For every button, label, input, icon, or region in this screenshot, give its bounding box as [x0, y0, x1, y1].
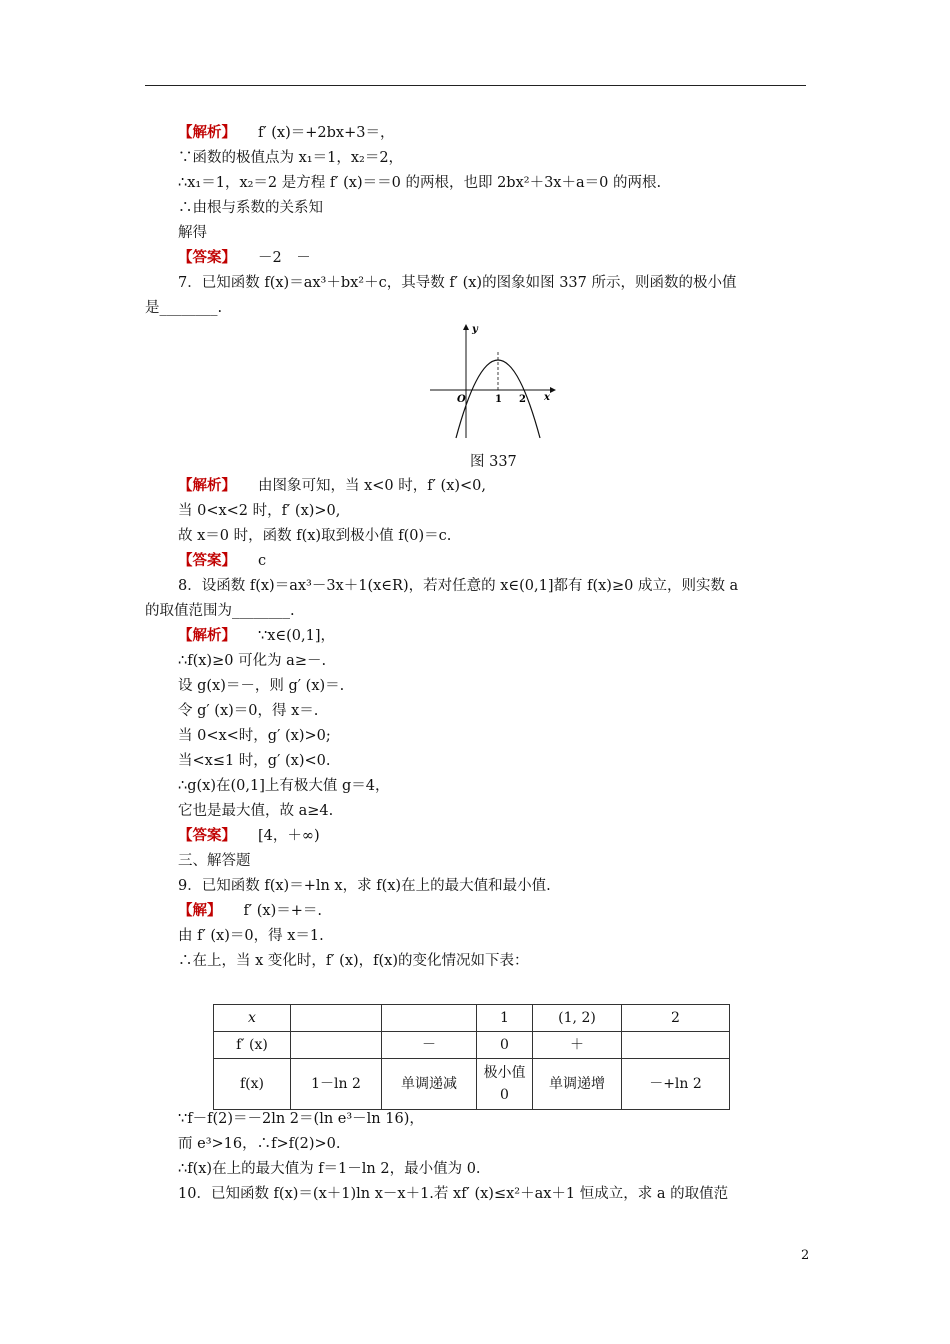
table-cell: f(x) — [214, 1059, 291, 1110]
text-line — [178, 926, 324, 946]
table-cell: － — [382, 1032, 477, 1059]
text-line — [178, 273, 736, 293]
table-cell: 单调递增 — [533, 1059, 622, 1110]
text-line — [178, 526, 451, 546]
y-label: y — [472, 324, 478, 335]
section-tag: 【解析】 — [178, 124, 236, 141]
line-text: ∴f(x)≥0 可化为 a≥－. — [178, 653, 327, 669]
line-text: ∴x₁＝1，x₂＝2 是方程 f′ (x)＝＝0 的两根，也即 2bx²＋3x＋a＝0 的两根. — [178, 175, 662, 191]
table-cell — [291, 1032, 382, 1059]
line-text: ∴g(x)在(0,1]上有极大值 g＝4， — [178, 778, 390, 794]
line-text: 它也是最大值，故 a≥4. — [178, 803, 334, 819]
origin-label: O — [457, 394, 466, 405]
line-text: 设 g(x)＝－，则 g′ (x)＝. — [178, 678, 345, 694]
line-text: 7．已知函数 f(x)＝ax³＋bx²＋c，其导数 f′ (x)的图象如图 337 所示，则函数的极小值 — [178, 275, 737, 291]
section-tag: 【答案】 — [178, 249, 236, 266]
table-cell: ＋ — [533, 1032, 622, 1059]
text-line — [145, 601, 295, 621]
line-text: ∴f(x)在上的最大值为 f＝1－ln 2，最小值为 0. — [178, 1161, 481, 1177]
page-number: 2 — [801, 1248, 810, 1263]
line-text: 当 0<x<时，g′ (x)>0; — [178, 728, 331, 744]
x-axis-arrow-icon — [550, 387, 556, 393]
line-text: 三、解答题 — [178, 853, 251, 869]
text-line — [178, 1134, 341, 1154]
line-text: 10．已知函数 f(x)＝(x＋1)ln x－x＋1.若 xf′ (x)≤x²＋ax＋1 恒成立，求 a 的取值范 — [178, 1186, 729, 1202]
section-tag: 【答案】 — [178, 552, 236, 569]
text-line — [178, 851, 251, 871]
table-cell: 1－ln 2 — [291, 1059, 382, 1110]
section-tag: 【解析】 — [178, 627, 236, 644]
text-line — [178, 776, 390, 796]
text-line — [178, 701, 318, 721]
table-cell: 0 — [477, 1032, 533, 1059]
line-text: 由图象可知，当 x<0 时，f′ (x)<0, — [258, 478, 487, 494]
text-line — [178, 1184, 728, 1204]
line-text: 当 0<x<2 时，f′ (x)>0, — [178, 503, 341, 519]
table-cell: 2 — [622, 1005, 730, 1032]
table-row — [214, 1005, 730, 1032]
table-cell: 1 — [477, 1005, 533, 1032]
text-line — [178, 148, 403, 168]
line-text: 而 e³>16，∴f>f(2)>0. — [178, 1136, 341, 1152]
text-line — [178, 173, 661, 193]
text-line — [178, 1159, 481, 1179]
line-text: 当<x≤1 时，g′ (x)<0. — [178, 753, 331, 769]
y-axis-arrow-icon — [463, 324, 469, 330]
line-text: f′ (x)＝+＝. — [243, 903, 323, 919]
text-line — [178, 476, 486, 496]
line-text: 是________. — [145, 300, 223, 316]
text-line — [178, 123, 394, 143]
line-text: ∵x∈(0,1]， — [258, 628, 336, 644]
text-line — [178, 826, 320, 846]
section-tag: 【答案】 — [178, 827, 236, 844]
table-cell: (1, 2) — [533, 1005, 622, 1032]
table-cell: 极小值 0 — [477, 1059, 533, 1110]
text-line — [178, 551, 266, 571]
line-text: f′ (x)＝+2bx+3＝， — [258, 125, 395, 141]
line-text: [4，＋∞) — [258, 828, 320, 844]
text-line — [178, 1109, 424, 1129]
text-line — [178, 248, 311, 268]
line-text: 解得 — [178, 225, 207, 241]
text-line — [178, 198, 323, 218]
table-row — [214, 1059, 730, 1110]
line-text: 9．已知函数 f(x)＝+ln x，求 f(x)在上的最大值和最小值. — [178, 878, 551, 894]
tick-label-2: 2 — [519, 394, 526, 405]
text-line — [178, 951, 529, 971]
line-text: ∴由根与系数的关系知 — [178, 200, 323, 216]
table-cell: x — [214, 1005, 291, 1032]
text-line — [178, 676, 344, 696]
table-cell — [291, 1005, 382, 1032]
derivative-graph — [428, 322, 560, 440]
table-cell: 单调递减 — [382, 1059, 477, 1110]
text-line — [178, 901, 322, 921]
text-line — [178, 223, 207, 243]
table-cell: －+ln 2 — [622, 1059, 730, 1110]
table-cell — [382, 1005, 477, 1032]
text-line — [178, 651, 326, 671]
line-text: －2 － — [258, 250, 311, 266]
tick-label-1: 1 — [495, 394, 502, 405]
line-text: 令 g′ (x)＝0，得 x＝. — [178, 703, 319, 719]
x-label: x — [544, 392, 550, 403]
text-line — [145, 298, 222, 318]
text-line — [178, 751, 330, 771]
table-cell — [622, 1032, 730, 1059]
line-text: 8．设函数 f(x)＝ax³－3x＋1(x∈R)，若对任意的 x∈(0,1]都有 f(x)≥0 成立，则实数 a — [178, 578, 739, 594]
header-rule — [145, 85, 806, 86]
line-text: c — [258, 553, 267, 569]
line-text: 的取值范围为________. — [145, 603, 295, 619]
text-line — [178, 726, 331, 746]
text-line — [178, 626, 335, 646]
line-text: 由 f′ (x)＝0，得 x＝1. — [178, 928, 324, 944]
line-text: ∵函数的极值点为 x₁＝1，x₂＝2， — [178, 150, 404, 166]
line-text: ∵f－f(2)＝－2ln 2＝(ln e³－ln 16)， — [178, 1111, 424, 1127]
line-text: ∴在上，当 x 变化时，f′ (x)，f(x)的变化情况如下表： — [178, 953, 529, 969]
section-tag: 【解析】 — [178, 477, 236, 494]
section-tag: 【解】 — [178, 902, 222, 919]
text-line — [178, 876, 551, 896]
figure-caption: 图 337 — [470, 454, 517, 470]
variation-table — [213, 1004, 730, 1110]
line-text: 故 x＝0 时，函数 f(x)取到极小值 f(0)＝c. — [178, 528, 452, 544]
text-line — [178, 801, 333, 821]
text-line — [178, 501, 340, 521]
text-line — [178, 576, 738, 596]
table-row — [214, 1032, 730, 1059]
table-cell: f′ (x) — [214, 1032, 291, 1059]
